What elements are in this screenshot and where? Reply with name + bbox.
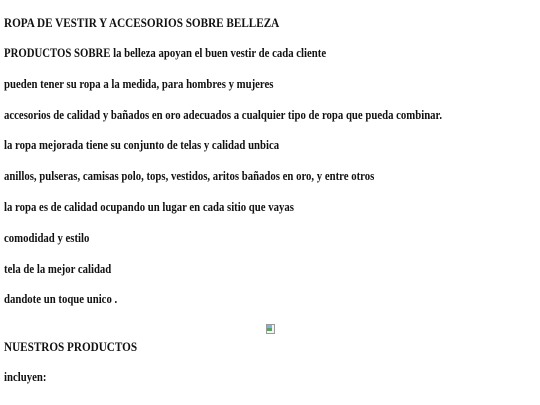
paragraph: la ropa es de calidad ocupando un lugar en cada sitio que vayas	[4, 200, 294, 214]
paragraph: PRODUCTOS SOBRE la belleza apoyan el buen vestir de cada cliente	[4, 46, 327, 60]
products-heading: NUESTROS PRODUCTOS	[4, 339, 138, 354]
broken-image-icon	[266, 324, 275, 334]
page-title: ROPA DE VESTIR Y ACCESORIOS SOBRE BELLEZA	[4, 15, 280, 30]
paragraph: pueden tener su ropa a la medida, para hombres y mujeres	[4, 77, 274, 91]
paragraph: tela de la mejor calidad	[4, 262, 112, 276]
products-intro: incluyen:	[4, 370, 47, 384]
paragraph: accesorios de calidad y bañados en oro adecuados a cualquier tipo de ropa que pueda combinar.	[4, 108, 443, 122]
paragraph: la ropa mejorada tiene su conjunto de telas y calidad unbica	[4, 138, 280, 152]
paragraph: anillos, pulseras, camisas polo, tops, vestidos, aritos bañados en oro, y entre otros	[4, 169, 375, 183]
paragraph: comodidad y estilo	[4, 231, 90, 245]
paragraph: dandote un toque unico .	[4, 292, 118, 306]
